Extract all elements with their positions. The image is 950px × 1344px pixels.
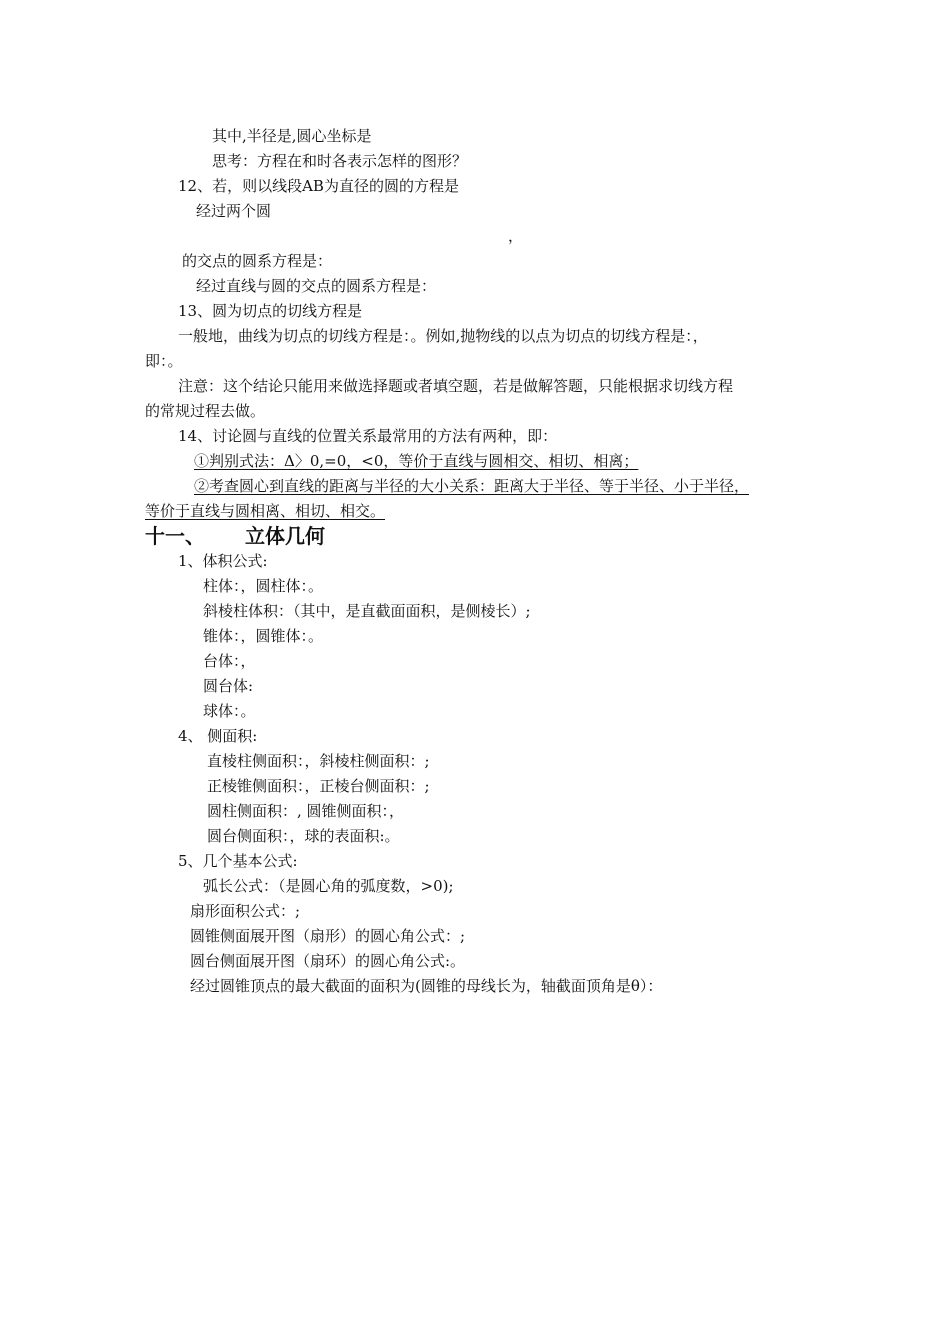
text-line: 1、体积公式: (178, 552, 268, 570)
text-line: 圆锥侧面展开图（扇形）的圆心角公式：; (190, 927, 466, 945)
text-line: 13、圆为切点的切线方程是 (178, 302, 363, 320)
text-line: ， (508, 227, 524, 245)
text-line: 12、若，则以线段AB为直径的圆的方程是 (178, 177, 459, 195)
text-line: 弧长公式：（是圆心角的弧度数，>0); (203, 877, 454, 895)
text-line: 锥体：，圆锥体：。 (203, 627, 324, 645)
text-line: 经过圆锥顶点的最大截面的面积为(圆锥的母线长为，轴截面顶角是θ）： (190, 977, 663, 995)
text-line: 台体：， (203, 652, 256, 670)
underlined-line: 等价于直线与圆相离、相切、相交。 (145, 502, 386, 520)
text-line: 一般地，曲线为切点的切线方程是：。例如,抛物线的以点为切点的切线方程是：， (178, 327, 708, 345)
underlined-line: ①判别式法：Δ〉0,=0，<0，等价于直线与圆相交、相切、相离； (194, 452, 639, 470)
text-line: 的常规过程去做。 (145, 402, 266, 420)
text-line: 圆台侧面积：，球的表面积:。 (207, 827, 400, 845)
text-line: 圆柱侧面积：, 圆锥侧面积：， (207, 802, 405, 820)
text-line: 即：。 (145, 352, 183, 370)
text-line: 其中,半径是,圆心坐标是 (212, 127, 372, 145)
text-line: 柱体：，圆柱体：。 (203, 577, 324, 595)
section-number: 十一、 (145, 524, 205, 548)
text-line: 14、讨论圆与直线的位置关系最常用的方法有两种，即： (178, 427, 558, 445)
section-title: 立体几何 (245, 524, 325, 548)
underlined-line: ②考查圆心到直线的距离与半径的大小关系：距离大于半径、等于半径、小于半径， (194, 477, 750, 495)
text-line: 斜棱柱体积：（其中，是直截面面积，是侧棱长）; (203, 602, 531, 620)
text-line: 经过直线与圆的交点的圆系方程是： (196, 277, 437, 295)
text-line: 思考：方程在和时各表示怎样的图形？ (212, 152, 468, 170)
text-line: 直棱柱侧面积：，斜棱柱侧面积：; (207, 752, 430, 770)
text-line: 5、几个基本公式: (178, 852, 298, 870)
text-line: 注意：这个结论只能用来做选择题或者填空题，若是做解答题，只能根据求切线方程 (178, 377, 734, 395)
text-line: 4、 侧面积: (178, 727, 258, 745)
text-line: 经过两个圆 (196, 202, 272, 220)
text-line: 的交点的圆系方程是： (182, 252, 333, 270)
text-line: 圆台侧面展开图（扇环）的圆心角公式:。 (190, 952, 466, 970)
text-line: 圆台体: (203, 677, 254, 695)
text-line: 球体：。 (203, 702, 256, 720)
text-line: 正棱锥侧面积：，正棱台侧面积：; (207, 777, 430, 795)
text-line: 扇形面积公式：; (190, 902, 301, 920)
